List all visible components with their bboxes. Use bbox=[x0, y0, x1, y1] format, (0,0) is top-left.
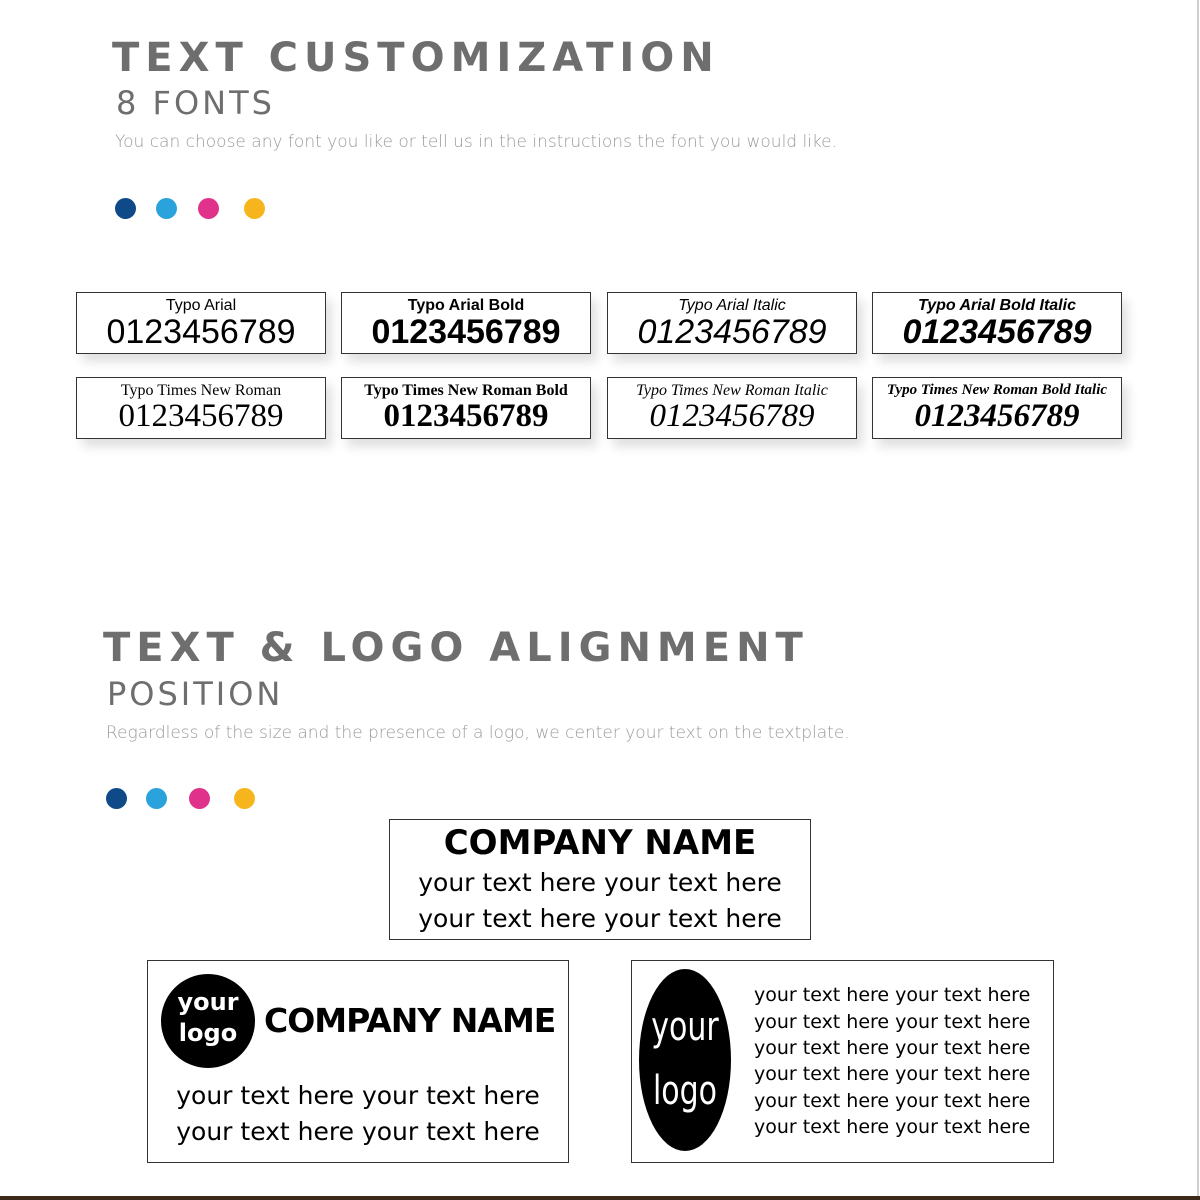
plate-logo-left[interactable] bbox=[147, 960, 569, 1163]
color-dot-magenta bbox=[189, 788, 210, 809]
logo-text: your bbox=[651, 1004, 719, 1050]
plate-text-line: your text here your text here bbox=[418, 868, 782, 897]
section-subtitle-position: POSITION bbox=[107, 675, 284, 713]
plate-text-line: your text here your text here bbox=[418, 904, 782, 933]
color-dot-cyan bbox=[156, 198, 177, 219]
section-title-text-customization: TEXT CUSTOMIZATION bbox=[112, 35, 720, 81]
font-sample-times-bold[interactable] bbox=[341, 377, 591, 439]
font-sample-name: Typo Arial Bold bbox=[407, 297, 525, 314]
section-description-alignment: Regardless of the size and the presence of a logo, we center your text on the textplate. bbox=[106, 723, 850, 743]
plate-text-line: your text here your text here bbox=[176, 1081, 540, 1110]
plate-company-name: COMPANY NAME bbox=[443, 823, 757, 863]
color-dot-navy bbox=[115, 198, 136, 219]
font-sample-digits: 0123456789 bbox=[371, 313, 561, 351]
plate-logo-oval[interactable] bbox=[631, 960, 1054, 1163]
font-sample-digits: 0123456789 bbox=[902, 313, 1092, 351]
section-title-alignment: TEXT & LOGO ALIGNMENT bbox=[103, 625, 809, 671]
logo-oval-icon bbox=[639, 969, 731, 1151]
font-sample-name: Typo Arial Bold Italic bbox=[918, 297, 1076, 314]
font-sample-name: Typo Times New Roman Bold Italic bbox=[886, 382, 1108, 398]
plate-centered-text[interactable] bbox=[389, 819, 811, 940]
font-sample-arial-bold-italic[interactable] bbox=[872, 292, 1122, 354]
plate-text-line: your text here your text here bbox=[754, 1037, 1031, 1059]
font-sample-digits: 0123456789 bbox=[649, 398, 815, 434]
color-dot-navy bbox=[106, 788, 127, 809]
font-sample-digits: 0123456789 bbox=[118, 398, 284, 434]
font-sample-arial-italic[interactable] bbox=[607, 292, 857, 354]
section-subtitle-fonts: 8 FONTS bbox=[116, 84, 275, 122]
font-sample-times-italic[interactable] bbox=[607, 377, 857, 439]
font-sample-times[interactable] bbox=[76, 377, 326, 439]
font-sample-digits: 0123456789 bbox=[637, 313, 827, 351]
font-sample-name: Typo Times New Roman Italic bbox=[636, 382, 828, 399]
font-sample-name: Typo Arial Italic bbox=[678, 297, 786, 314]
plate-text-line: your text here your text here bbox=[176, 1117, 540, 1146]
font-sample-digits: 0123456789 bbox=[383, 398, 549, 434]
logo-text: logo bbox=[178, 1019, 238, 1047]
page-right-edge bbox=[1197, 0, 1199, 1200]
color-dot-cyan bbox=[146, 788, 167, 809]
font-sample-digits: 0123456789 bbox=[914, 398, 1080, 434]
logo-text: logo bbox=[652, 1068, 718, 1114]
font-sample-name: Typo Times New Roman bbox=[120, 382, 282, 399]
logo-circle-icon bbox=[161, 974, 255, 1068]
font-sample-name: Typo Arial bbox=[165, 297, 237, 314]
plate-text-line: your text here your text here bbox=[754, 1011, 1031, 1033]
plate-text-line: your text here your text here bbox=[754, 1063, 1031, 1085]
plate-company-name: COMPANY NAME bbox=[264, 1001, 556, 1040]
logo-text: your bbox=[177, 988, 239, 1016]
section-description-fonts: You can choose any font you like or tell us in the instructions the font you would like. bbox=[115, 132, 838, 152]
font-sample-times-bold-italic[interactable] bbox=[872, 377, 1122, 439]
font-sample-arial[interactable] bbox=[76, 292, 326, 354]
page-bottom-edge bbox=[0, 1196, 1200, 1200]
plate-text-line: your text here your text here bbox=[754, 1090, 1031, 1112]
plate-text-line: your text here your text here bbox=[754, 984, 1031, 1006]
color-dot-magenta bbox=[198, 198, 219, 219]
color-dot-yellow bbox=[244, 198, 265, 219]
color-dot-yellow bbox=[234, 788, 255, 809]
font-sample-name: Typo Times New Roman Bold bbox=[364, 382, 568, 399]
plate-text-line: your text here your text here bbox=[754, 1116, 1031, 1138]
font-sample-arial-bold[interactable] bbox=[341, 292, 591, 354]
font-sample-digits: 0123456789 bbox=[106, 313, 296, 351]
